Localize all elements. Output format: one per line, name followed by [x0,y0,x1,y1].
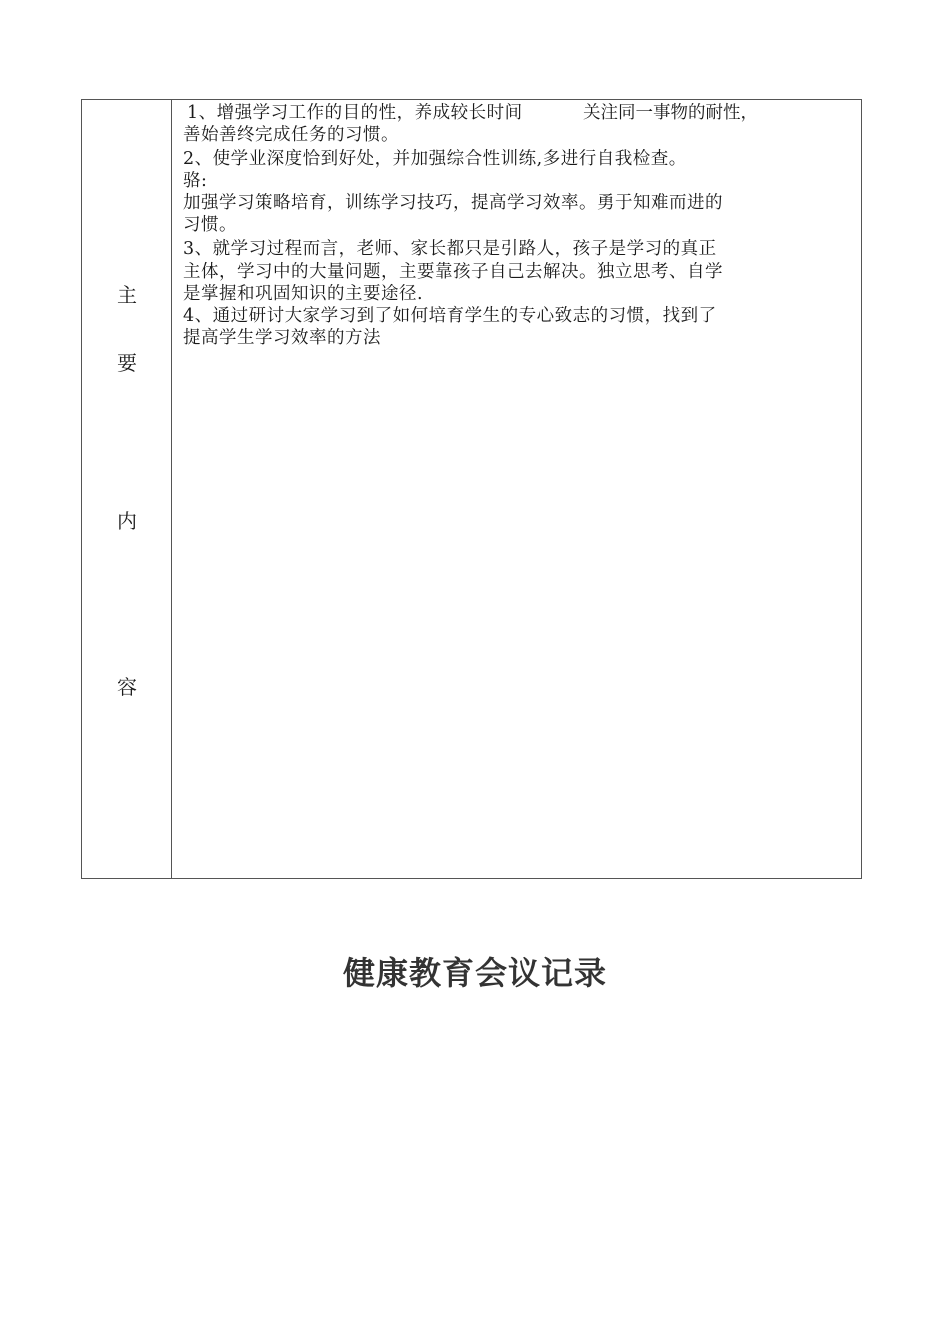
content-line: 是掌握和巩固知识的主要途径. [183,284,424,304]
content-line: 提高学生学习效率的方法 [183,328,381,348]
label-char: 要 [117,351,137,375]
content-line: 善始善终完成任务的习惯。 [183,125,399,145]
content-table [81,99,862,879]
label-char: 容 [117,675,137,699]
label-column [82,100,172,878]
document-title: 健康教育会议记录 [342,954,607,992]
content-line: 3、就学习过程而言，老师、家长都只是引路人，孩子是学习的真正 [183,239,717,259]
content-line: 骆: [183,171,208,191]
content-line: 主体，学习中的大量问题，主要靠孩子自己去解决。独立思考、自学 [183,262,723,282]
content-line: 1、增强学习工作的目的性，养成较长时间 [187,103,523,123]
content-line: 4、通过研讨大家学习到了如何培育学生的专心致志的习惯，找到了 [183,306,717,326]
content-line: 加强学习策略培育，训练学习技巧，提高学习效率。勇于知难而进的 [183,193,723,213]
content-line: 习惯。 [183,215,237,235]
label-char: 内 [117,509,137,533]
content-line: 2、使学业深度恰到好处，并加强综合性训练,多进行自我检查。 [183,149,687,169]
label-char: 主 [117,283,137,307]
content-line-overlap: 关注同一事物的耐性， [583,103,758,123]
content-cell [172,100,861,878]
